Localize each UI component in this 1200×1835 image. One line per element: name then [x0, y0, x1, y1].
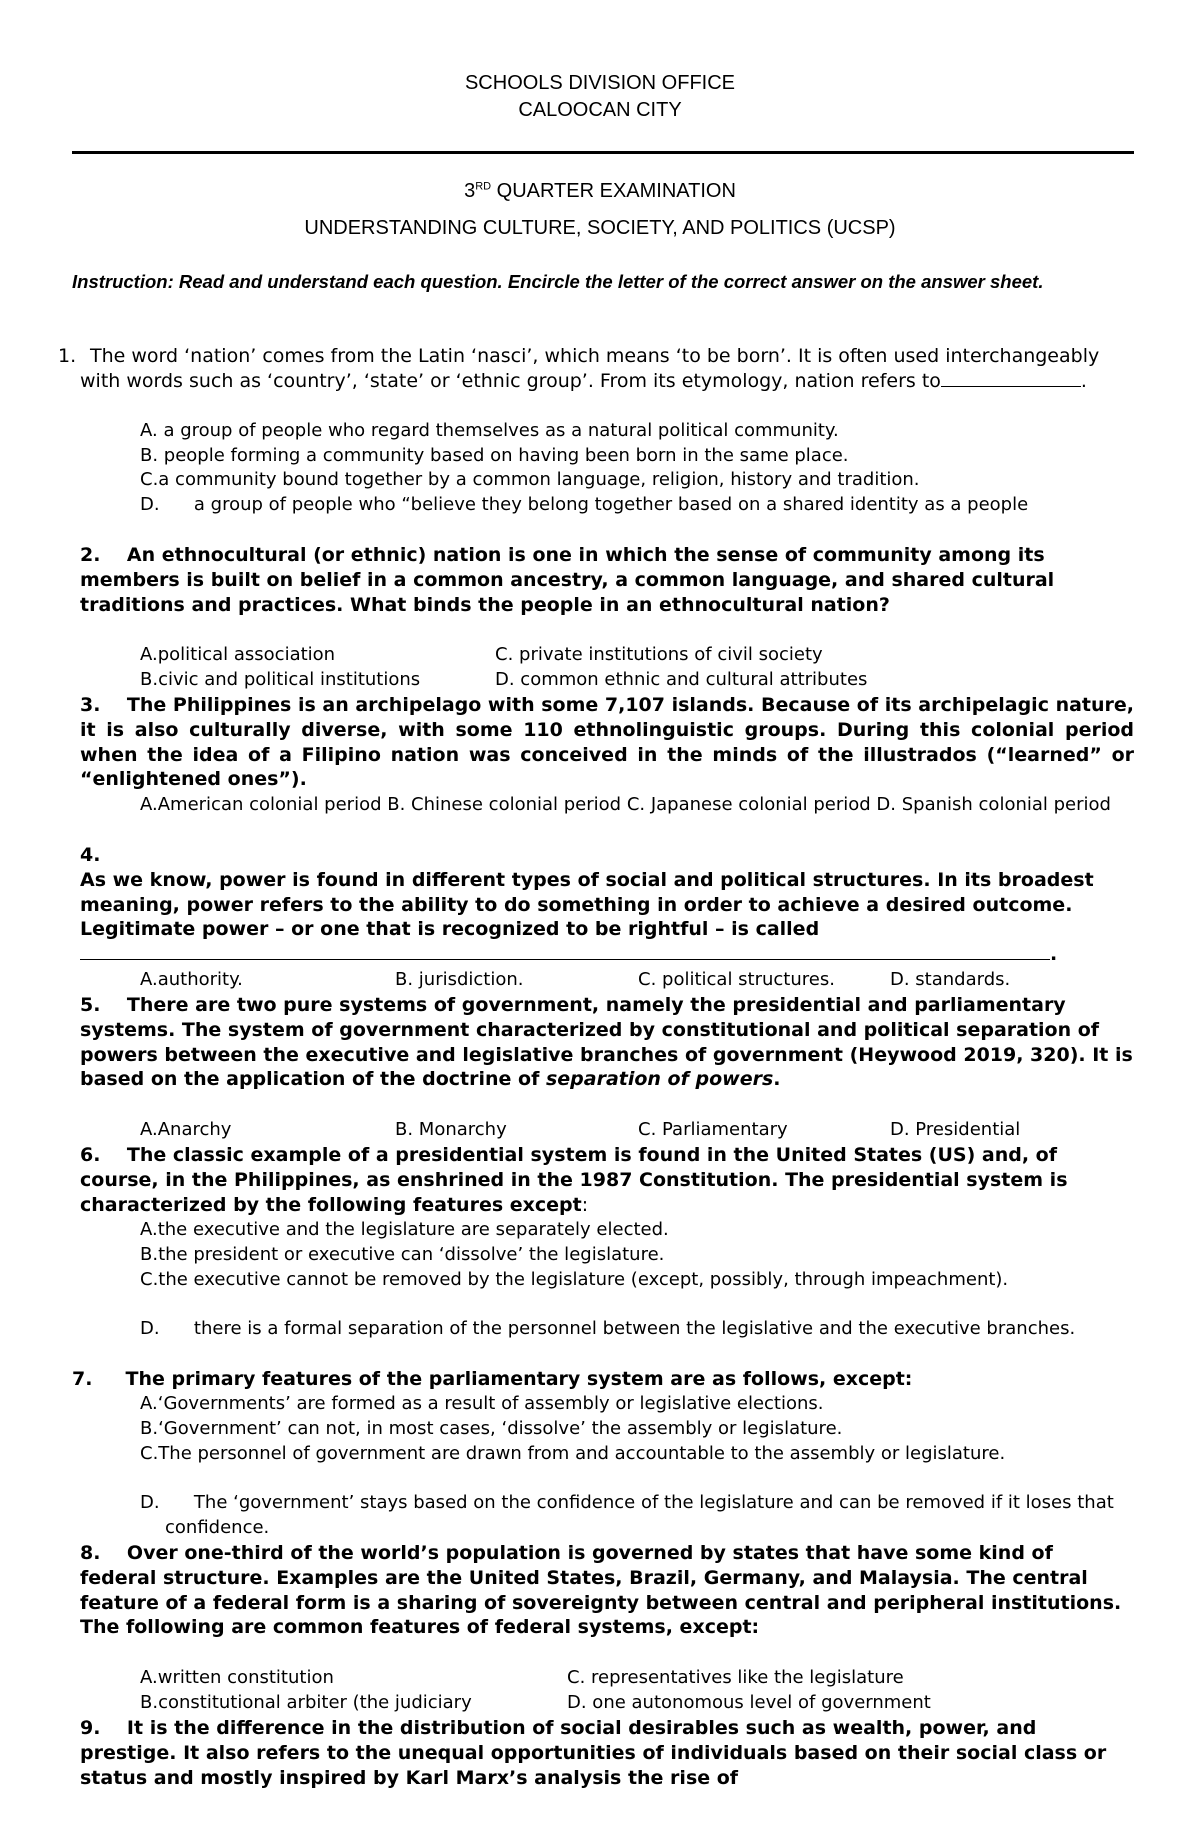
q8-option-c: C. representatives like the legislature	[567, 1667, 904, 1688]
exam-title-text: QUARTER EXAMINATION	[491, 180, 736, 202]
q4-option-a: A.authority.	[140, 969, 243, 990]
question-number: 1.	[58, 345, 77, 367]
question-text: Over one-third of the world’s population is governed by states that have some kind of federal structure. Examples are the United States, Brazil, Germany, and Malaysia. The central feature of a federal form is a sharing of sovereignty between central and peripheral institutions. The following are common features of federal systems, except:	[80, 1542, 1122, 1639]
q8-option-a: A.written constitution	[140, 1667, 334, 1688]
question-1-text: The word ‘nation’ comes from the Latin ‘nasci’, which means ‘to be born’. It is often used interchangeably with words such as ‘country’, ‘state’ or ‘ethnic group’. From its etymology, nation refers to .	[80, 345, 1100, 392]
question-8	[80, 1541, 1134, 1640]
question-4: As we know, power is found in different types of social and political structures. In its broadest meaning, power refers to the ability to do something in order to achieve a desired outcome. Legitimate power – or one that is recognized to be rightful – is called.	[80, 868, 1094, 966]
q2-option-c: C. private institutions of civil society	[495, 644, 823, 665]
header-divider	[72, 151, 1134, 154]
q6-option-a: A.the executive and the legislature are separately elected.	[140, 1219, 669, 1240]
question-number: 5.	[80, 994, 101, 1016]
q4-option-d: D. standards.	[890, 969, 1011, 990]
question-text: The classic example of a presidential system is found in the United States (US) and, of course, in the Philippines, as enshrined in the 1987 Constitution. The presidential system is characterized by the following features except	[80, 1144, 1068, 1216]
q1-option-d: D. a group of people who “believe they belong together based on a shared identity as a people	[140, 494, 1029, 515]
q7-option-a: A.‘Governments’ are formed as a result of assembly or legislative elections.	[140, 1393, 824, 1414]
quarter-number: 3	[464, 180, 476, 202]
question-text: There are two pure systems of government, namely the presidential and parliamentary systems. The system of government characterized by constitutional and political separation of powers between the executive and legislative branches of government (Heywood 2019, 320). It is based on the application of the doctrine of	[80, 994, 1133, 1091]
question-5: 5. There are two pure systems of government, namely the presidential and parliamentary systems. The system of government characterized by constitutional and political separation of powers between the executive and legislative branches of government (Heywood 2019, 320). It is based on the application of the doctrine of separation of powers.	[80, 994, 1133, 1091]
q8-option-b: B.constitutional arbiter (the judiciary	[140, 1692, 472, 1713]
q6-option-d: D. there is a formal separation of the personnel between the legislative and the executive branches.	[140, 1318, 1076, 1339]
q2-option-b: B.civic and political institutions	[140, 669, 421, 690]
q7-option-b: B.‘Government’ can not, in most cases, ‘dissolve’ the assembly or legislature.	[140, 1418, 843, 1439]
answer-blank	[80, 943, 1050, 960]
question-number: 3.	[80, 694, 101, 716]
q4-option-c: C. political structures.	[638, 969, 835, 990]
q6-option-c: C.the executive cannot be removed by the legislature (except, possibly, through impeachment).	[140, 1269, 1009, 1290]
q3-options: A.American colonial period B. Chinese colonial period C. Japanese colonial period D. Spanish colonial period	[140, 794, 1111, 815]
instruction: Instruction: Read and understand each question. Encircle the letter of the correct answer on the answer sheet.	[72, 271, 1044, 292]
q7-option-c: C.The personnel of government are drawn from and accountable to the assembly or legislature.	[140, 1443, 1006, 1464]
q2-option-a: A.political association	[140, 644, 336, 665]
question-number: 6.	[80, 1144, 101, 1166]
q5-option-a: A.Anarchy	[140, 1119, 232, 1140]
question-text: The Philippines is an archipelago with some 7,107 islands. Because of its archipelagic nature, it is also culturally diverse, with some 110 ethnolinguistic groups. During this colonial period when the idea of a Filipino nation was conceived in the minds of the illustrados (“learned” or “enlightened ones”).	[80, 694, 1134, 791]
question-7	[72, 1367, 1126, 1392]
question-6: 6. The classic example of a presidential system is found in the United States (US) and, of course, in the Philippines, as enshrined in the 1987 Constitution. The presidential system is characterized by the following features except:	[80, 1144, 1068, 1216]
question-number: 2.	[80, 544, 101, 566]
q7-option-d: D. The ‘government’ stays based on the confidence of the legislature and can be removed if it loses that confidence.	[140, 1492, 1120, 1538]
q1-option-a: A. a group of people who regard themselves as a natural political community.	[140, 420, 839, 441]
question-3	[80, 693, 1134, 792]
q5-option-b: B. Monarchy	[395, 1119, 507, 1140]
question-number: 8.	[80, 1542, 101, 1564]
office-heading: SCHOOLS DIVISION OFFICE	[464, 72, 736, 94]
question-italic-term: separation of powers	[545, 1068, 774, 1091]
q1-option-b: B. people forming a community based on having been born in the same place.	[140, 445, 849, 466]
q5-option-c: C. Parliamentary	[638, 1119, 788, 1140]
q4-option-b: B. jurisdiction.	[395, 969, 524, 990]
question-number: 7.	[72, 1368, 93, 1390]
subject-title: UNDERSTANDING CULTURE, SOCIETY, AND POLITICS (UCSP)	[304, 217, 896, 239]
q1-option-c: C.a community bound together by a common language, religion, history and tradition.	[140, 469, 920, 490]
q5-option-d: D. Presidential	[890, 1119, 1021, 1140]
question-text: It is the difference in the distribution of social desirables such as wealth, power, and prestige. It also refers to the unequal opportunities of individuals based on their social class or status and mostly inspired by Karl Marx’s analysis the rise of	[80, 1717, 1107, 1789]
answer-blank	[941, 370, 1081, 387]
q2-option-d: D. common ethnic and cultural attributes	[495, 669, 868, 690]
question-9	[80, 1716, 1134, 1790]
q6-option-b: B.the president or executive can ‘dissolve’ the legislature.	[140, 1244, 665, 1265]
question-4-number: 4.	[80, 844, 101, 866]
question-2	[80, 543, 1134, 617]
exam-title	[0, 180, 1200, 203]
question-text: The primary features of the parliamentary system are as follows, except:	[125, 1368, 913, 1390]
question-text: An ethnocultural (or ethnic) nation is one in which the sense of community among its members is built on belief in a common ancestry, a common language, and shared cultural traditions and practices. What binds the people in an ethnocultural nation?	[80, 544, 1055, 616]
q8-option-d: D. one autonomous level of government	[567, 1692, 931, 1713]
quarter-superscript: RD	[475, 180, 492, 193]
question-text: As we know, power is found in different types of social and political structures. In its broadest meaning, power refers to the ability to do something in order to achieve a desired outcome. Legitimate power – or one that is recognized to be rightful – is called	[80, 868, 1094, 941]
question-number: 9.	[80, 1717, 101, 1739]
city-heading: CALOOCAN CITY	[518, 99, 682, 121]
